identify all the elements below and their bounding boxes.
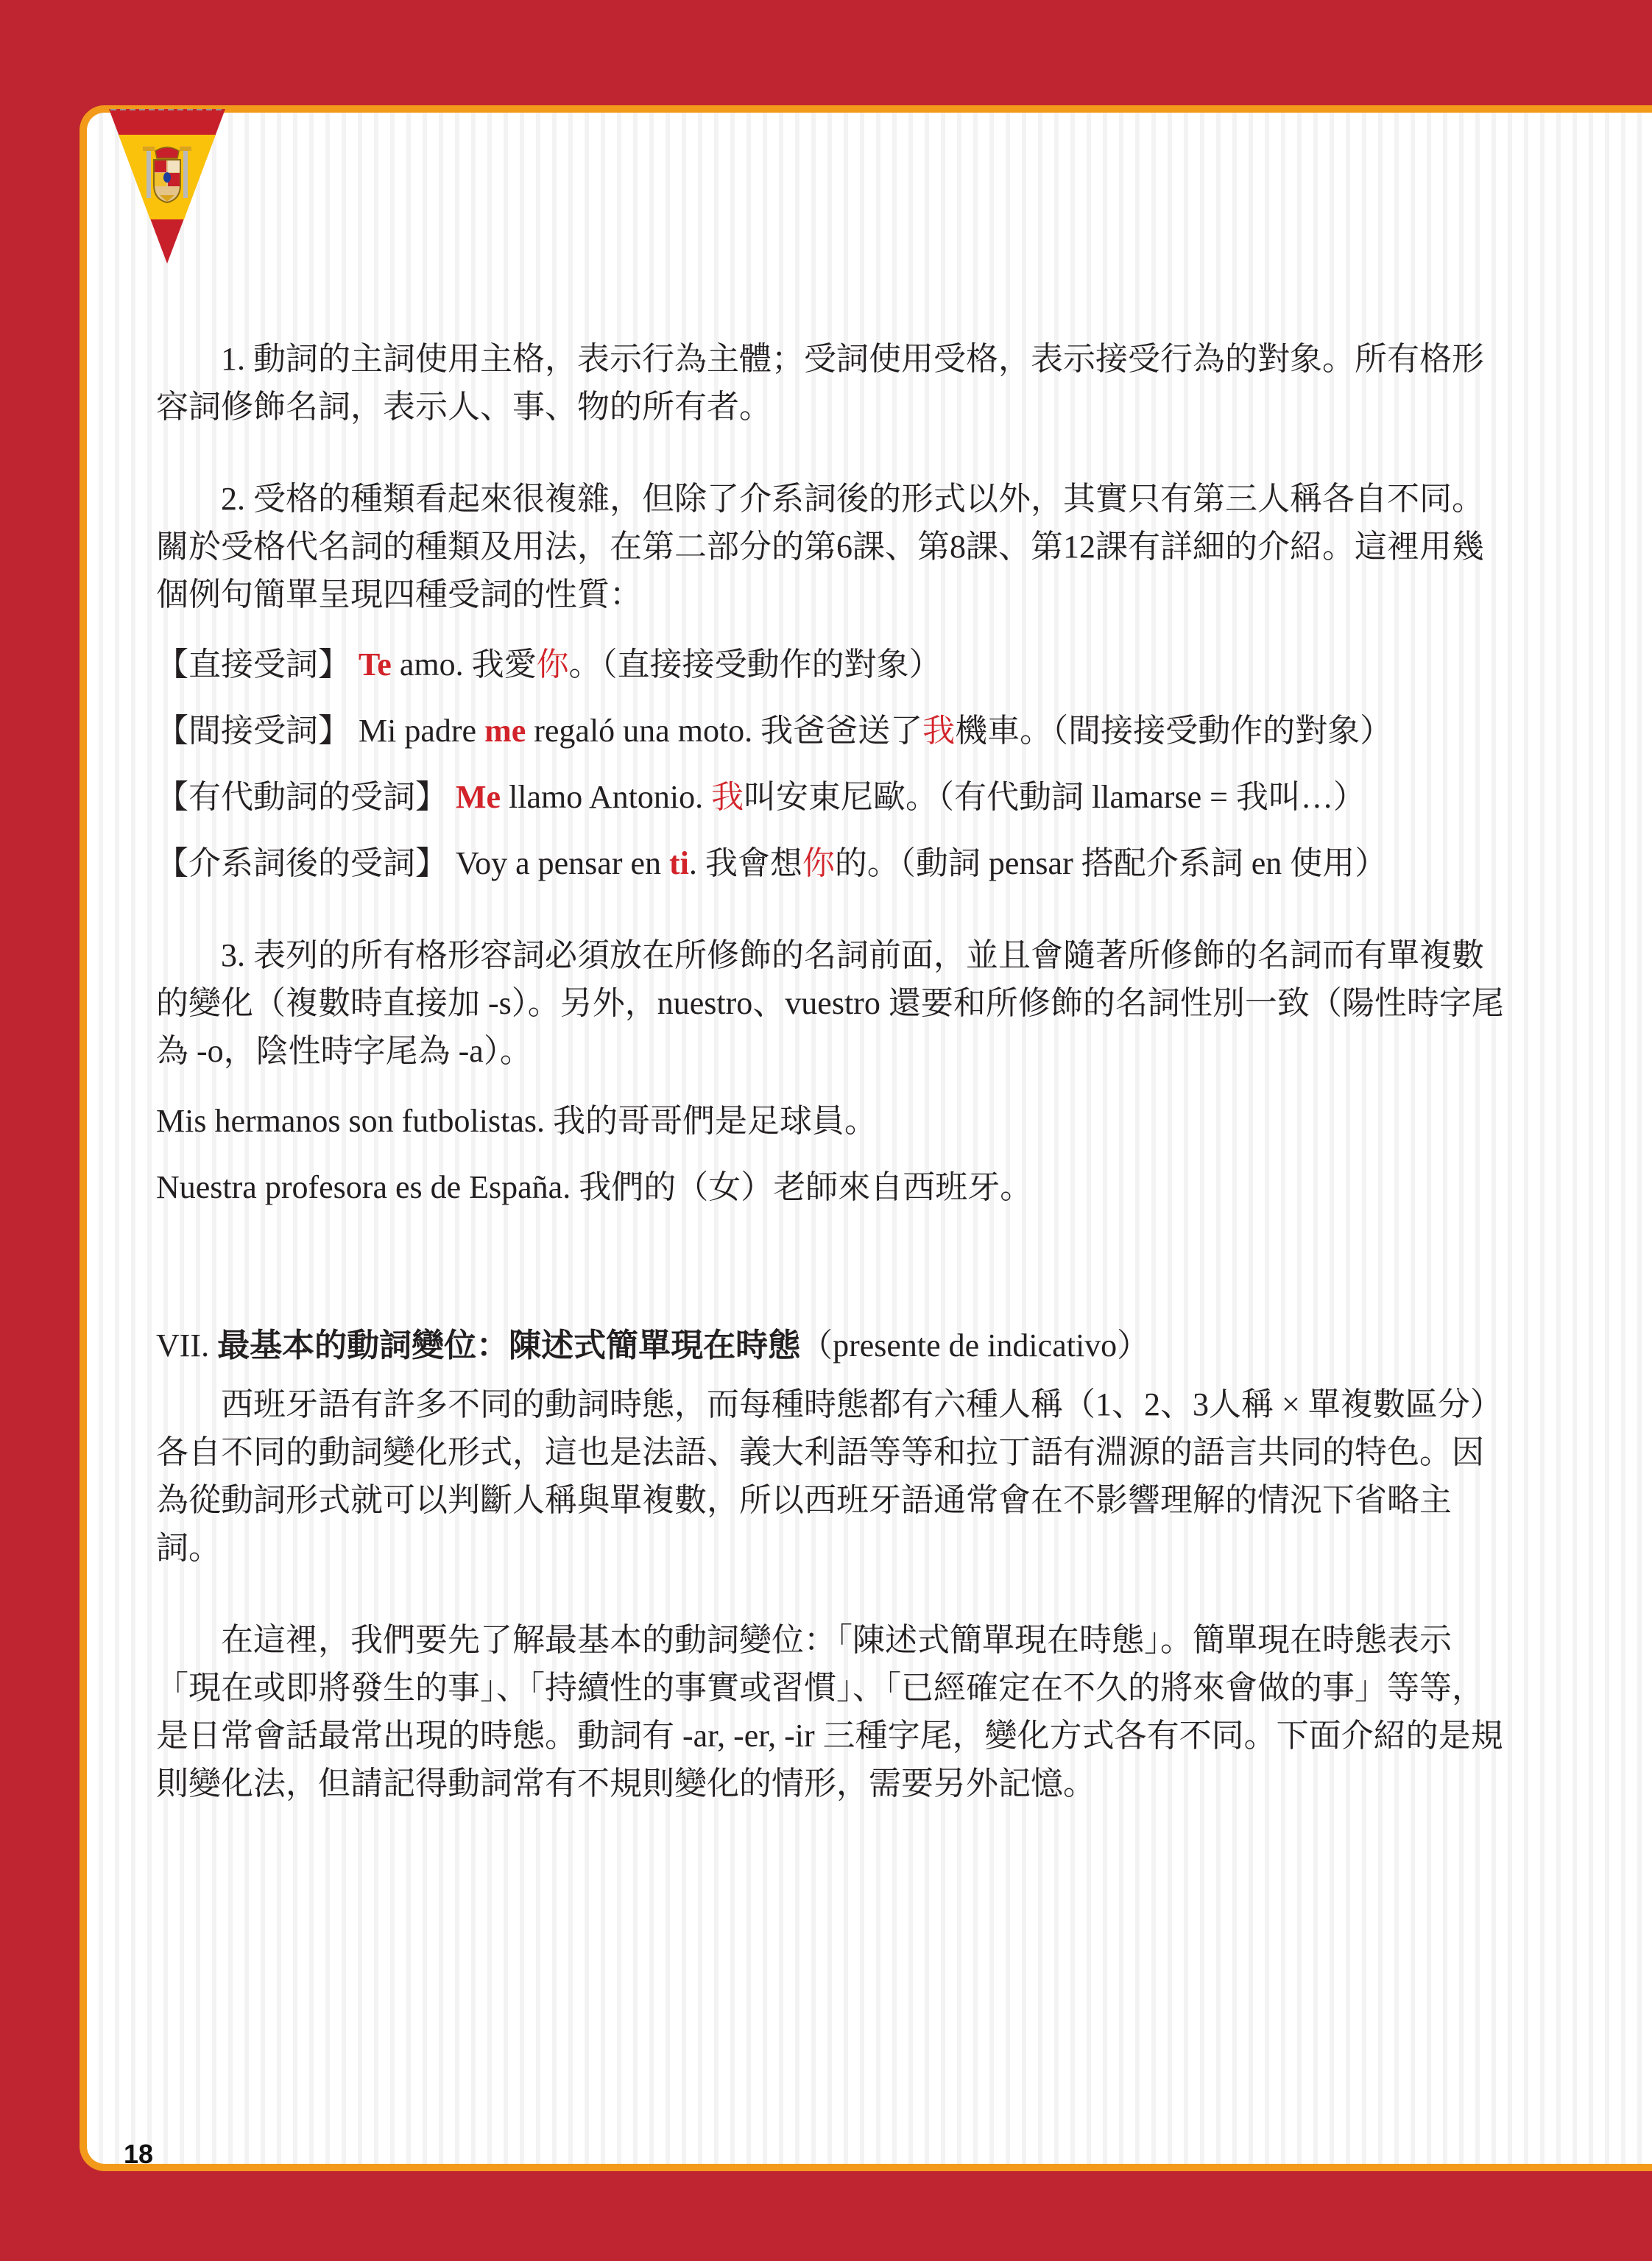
example-label: 【間接受詞】 [156,713,350,749]
example-text: . 我會想 [688,845,802,881]
highlight-chinese: 我 [922,713,956,749]
section-title: 最基本的動詞變位：陳述式簡單現在時態 [217,1327,801,1364]
example-label: 【直接受詞】 [156,646,350,682]
highlight-spanish: Te [359,646,392,682]
example-text: 叫安東尼歐。（有代動詞 llamarse = 我叫…） [744,779,1366,815]
example-text: Mi padre [359,713,485,749]
example-text: regaló una moto. 我爸爸送了 [526,713,923,749]
example-text: amo. 我愛 [391,646,537,682]
example-label: 【有代動詞的受詞】 [156,779,448,815]
spanish-flag-pennant-icon [109,109,225,264]
example-sentence: Mis hermanos son futbolistas. 我的哥哥們是足球員。 [156,1103,877,1139]
highlight-chinese: 我 [711,779,744,815]
example-label: 【介系詞後的受詞】 [156,845,448,881]
example-reflexive-object [156,773,1505,821]
example-direct-object [156,641,1505,688]
point-2-paragraph: 2. 受格的種類看起來很複雜，但除了介系詞後的形式以外，其實只有第三人稱各自不同。關於受格代名詞的種類及用法，在第二部分的第6課、第8課、第12課有詳細的介紹。這裡用幾個例句簡單呈現四種受詞的性質： [156,481,1484,613]
highlight-chinese: 你 [536,646,569,682]
example-text: 機車。（間接接受動作的對象） [955,713,1393,749]
highlight-spanish: ti [669,845,689,881]
example-prepositional-object [156,839,1505,887]
section-paragraph: 西班牙語有許多不同的動詞時態，而每種時態都有六種人稱（1、2、3人稱 × 單複數區分）各自不同的動詞變化形式，這也是法語、義大利語等等和拉丁語有淵源的語言共同的特色。因為從動詞形式就可以判斷人稱與單複數，所以西班牙語通常會在不影響理解的情況下省略主詞。 [156,1386,1503,1566]
example-text: llamo Antonio. [501,779,712,815]
example-text: 的。（動詞 pensar 搭配介系詞 en 使用） [834,845,1388,881]
page-number: 18 [124,2139,154,2169]
example-text: 。（直接接受動作的對象） [568,646,942,682]
section-numeral: VII. [156,1327,218,1364]
example-sentence: Nuestra profesora es de España. 我們的（女）老師來自西班牙。 [156,1169,1033,1205]
section-heading [156,1322,1505,1369]
section-subtitle: （presente de indicativo） [800,1327,1150,1364]
example-indirect-object [156,707,1505,755]
example-text: Voy a pensar en [456,845,669,881]
highlight-spanish: Me [456,779,501,815]
page-content [156,335,1505,1807]
highlight-spanish: me [484,713,526,749]
point-1-paragraph: 1. 動詞的主詞使用主格，表示行為主體；受詞使用受格，表示接受行為的對象。所有格形容詞修飾名詞，表示人、事、物的所有者。 [156,341,1484,425]
section-paragraph: 在這裡，我們要先了解最基本的動詞變位：「陳述式簡單現在時態」。簡單現在時態表示「現在或即將發生的事」、「持續性的事實或習慣」、「已經確定在不久的將來會做的事」等等，是日常會話最常出現的時態。動詞有 -ar, -er, -ir 三種字尾，變化方式各有不同。下面介紹的是規則變化法，但請記得動詞常有不規則變化的情形，需要另外記憶。 [156,1622,1503,1802]
highlight-chinese: 你 [802,845,835,881]
point-3-paragraph: 3. 表列的所有格形容詞必須放在所修飾的名詞前面，並且會隨著所修飾的名詞而有單複數的變化（複數時直接加 -s）。另外，nuestro、vuestro 還要和所修飾的名詞性別一致（陽性時字尾為 -o，陰性時字尾為 -a）。 [156,937,1504,1069]
